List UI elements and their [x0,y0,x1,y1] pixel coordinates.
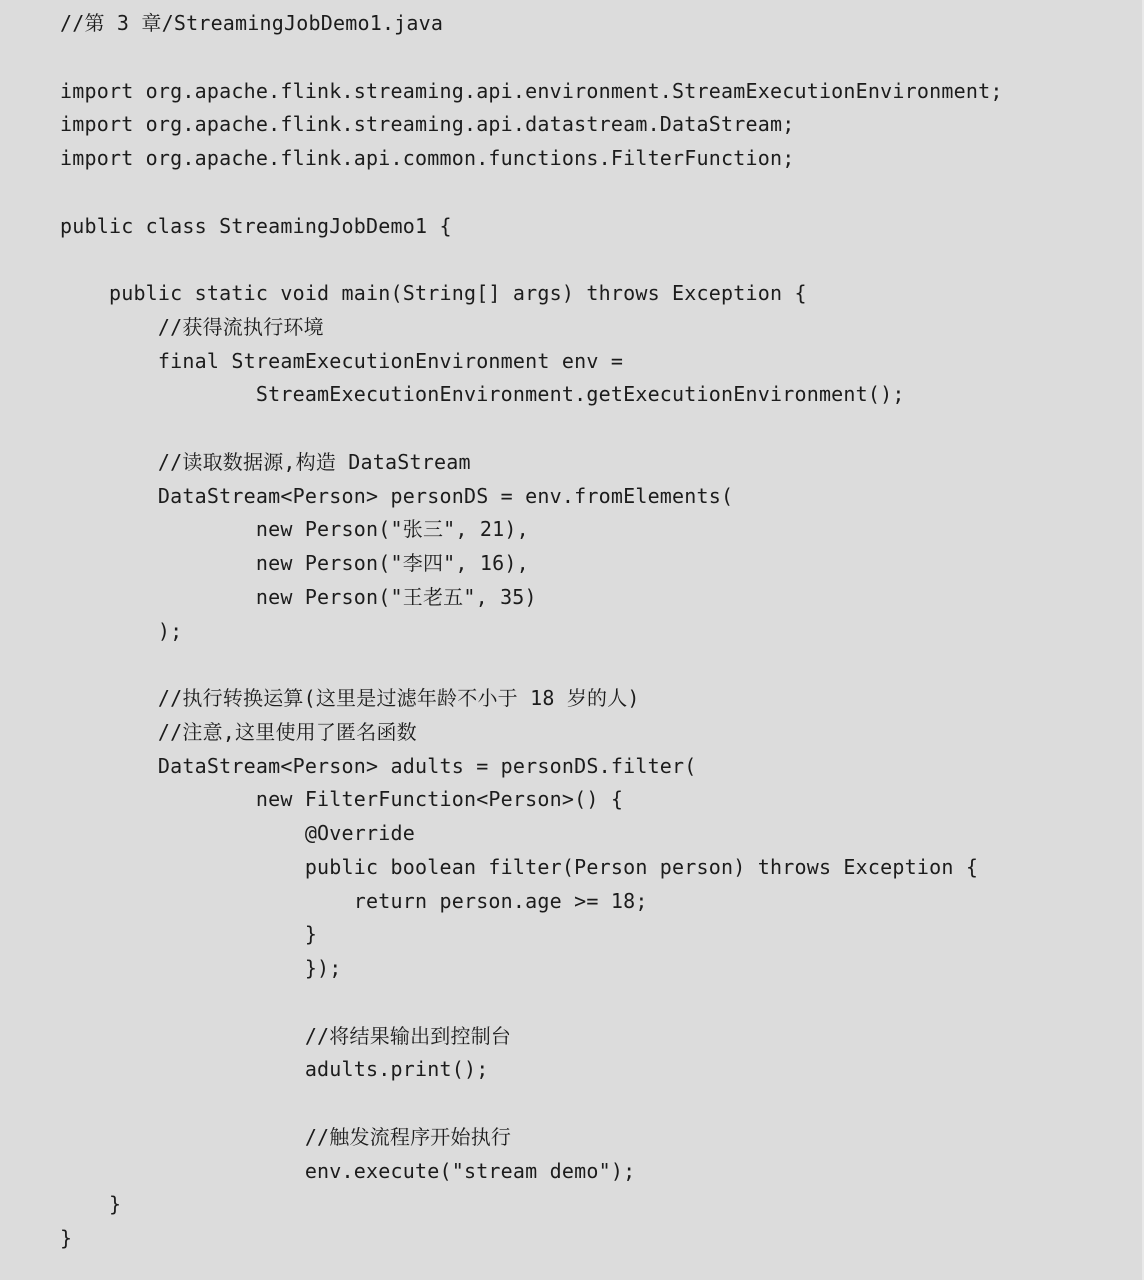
code-line: public static void main(String[] args) throws Exception { [60,281,807,305]
code-line [60,243,1118,277]
code-line: import org.apache.flink.api.common.functions.FilterFunction; [60,146,795,170]
code-line: ); [60,618,183,643]
java-code-listing [60,7,1118,1280]
code-line: public boolean filter(Person person) throws Exception { [60,854,979,879]
code-line: //执行转换运算(这里是过滤年龄不小于 18 岁的人) [60,686,640,710]
code-line [60,41,1118,75]
code-line: public class StreamingJobDemo1 { [60,213,452,238]
code-line: } [60,1226,73,1250]
code-line [60,176,1118,210]
code-line: } [60,1192,122,1217]
code-line: new Person("王老五", 35) [60,584,537,609]
code-line: new FilterFunction<Person>() { [60,787,624,812]
code-line: import org.apache.flink.streaming.api.environment.StreamExecutionEnvironment; [60,78,1003,103]
code-line [60,986,1118,1020]
code-line: //注意,这里使用了匿名函数 [60,719,417,744]
code-line [60,648,1118,682]
code-line [60,412,1118,446]
code-line: final StreamExecutionEnvironment env = [60,348,624,373]
code-line: }); [60,956,342,980]
code-line: env.execute("stream demo"); [60,1158,636,1183]
code-line [60,1087,1118,1121]
code-line: //获得流执行环境 [60,314,324,339]
code-line: StreamExecutionEnvironment.getExecutionEnvironment(); [60,382,905,407]
code-line: new Person("李四", 16), [60,551,529,575]
code-line: //第 3 章/StreamingJobDemo1.java [60,11,444,35]
code-line: //触发流程序开始执行 [60,1124,512,1149]
code-line: DataStream<Person> personDS = env.fromElements( [60,483,734,508]
code-line: //将结果输出到控制台 [60,1023,512,1048]
code-line: new Person("张三", 21), [60,517,529,542]
code-line: import org.apache.flink.streaming.api.datastream.DataStream; [60,112,795,137]
code-line: return person.age >= 18; [60,888,648,913]
code-line: @Override [60,821,415,845]
code-line: //读取数据源,构造 DataStream [60,449,471,474]
code-line: DataStream<Person> adults = personDS.filter( [60,753,697,778]
code-line: adults.print(); [60,1057,489,1082]
code-line: } [60,922,318,947]
